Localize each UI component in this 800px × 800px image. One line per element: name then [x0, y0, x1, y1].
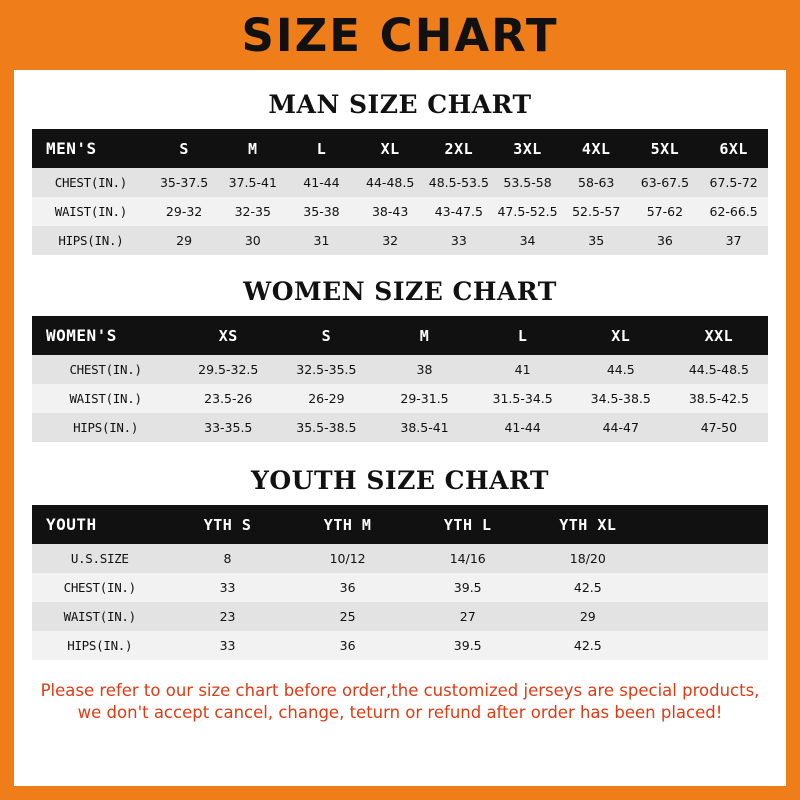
row-label: WAIST(IN.): [63, 609, 136, 624]
cell: 58-63: [578, 175, 615, 190]
cell: 26-29: [308, 391, 345, 406]
cell: 25: [339, 609, 356, 624]
column-header: 3XL: [513, 139, 542, 158]
table-row: [32, 168, 768, 197]
cell: 31: [313, 233, 330, 248]
cell: 52.5-57: [572, 204, 621, 219]
column-header-empty: [648, 505, 768, 544]
table-header-row: [32, 316, 768, 355]
cell: 36: [339, 638, 356, 653]
cell: 48.5-53.5: [428, 175, 489, 190]
cell: 18/20: [569, 551, 606, 566]
cell: 36: [339, 580, 356, 595]
cell: 29: [176, 233, 193, 248]
cell: 42.5: [573, 580, 602, 595]
cell: 33: [219, 638, 236, 653]
row-label: HIPS(IN.): [67, 638, 133, 653]
cell: 41: [514, 362, 531, 377]
cell: 44-48.5: [366, 175, 415, 190]
row-label: U.S.SIZE: [70, 551, 129, 566]
cell: 35: [588, 233, 605, 248]
cell: 10/12: [329, 551, 366, 566]
column-header: XL: [611, 326, 631, 345]
cell: 37: [725, 233, 742, 248]
cell: 38-43: [371, 204, 409, 219]
column-header: 6XL: [719, 139, 748, 158]
cell: 34: [519, 233, 536, 248]
row-label: CHEST(IN.): [69, 362, 142, 377]
cell: 43-47.5: [434, 204, 483, 219]
section-title-youth: YOUTH SIZE CHART: [251, 466, 549, 495]
cell: 33: [450, 233, 467, 248]
cell: 39.5: [453, 638, 482, 653]
column-header: M: [248, 139, 258, 158]
cell: 32.5-35.5: [296, 362, 357, 377]
cell: 34.5-38.5: [590, 391, 651, 406]
table-row: [32, 197, 768, 226]
column-header: S: [179, 139, 189, 158]
table-row: [32, 413, 768, 442]
cell: 38: [416, 362, 433, 377]
cell: 23: [219, 609, 236, 624]
cell: 29: [579, 609, 596, 624]
women-size-table: [32, 316, 768, 442]
cell: 47.5-52.5: [497, 204, 558, 219]
cell: 63-67.5: [640, 175, 690, 190]
column-header: YTH M: [323, 515, 372, 534]
cell-empty: [648, 573, 768, 602]
cell: 41-44: [303, 175, 340, 190]
cell: 23.5-26: [204, 391, 253, 406]
cell: 37.5-41: [228, 175, 277, 190]
column-header: M: [419, 326, 430, 345]
row-label: HIPS(IN.): [73, 420, 139, 435]
cell: 8: [223, 551, 232, 566]
men-size-table: [32, 129, 768, 255]
cell: 38.5-42.5: [688, 391, 749, 406]
cell: 32: [382, 233, 399, 248]
row-label: HIPS(IN.): [58, 233, 124, 248]
row-label: CHEST(IN.): [63, 580, 136, 595]
cell: 35-38: [303, 204, 340, 219]
cell: 35-37.5: [159, 175, 209, 190]
cell: 41-44: [504, 420, 541, 435]
bottom-accent-bar: [0, 786, 800, 800]
cell: 29.5-32.5: [198, 362, 259, 377]
table-header-row: [32, 129, 768, 168]
content-area: [14, 90, 786, 725]
table-row: [32, 573, 768, 602]
footer-note-line2: we don't accept cancel, change, teturn or refund after order has been placed!: [77, 703, 723, 723]
cell-empty: [648, 544, 768, 573]
cell: 33: [219, 580, 236, 595]
column-header: L: [517, 326, 528, 345]
table-row: [32, 544, 768, 573]
cell: 53.5-58: [503, 175, 552, 190]
cell: 29-31.5: [400, 391, 449, 406]
cell: 29-32: [165, 204, 203, 219]
table-row: [32, 355, 768, 384]
header-banner: [0, 0, 800, 70]
column-header: WOMEN'S: [46, 326, 117, 345]
footer-note-line1: Please refer to our size chart before order,the customized jerseys are special products,: [40, 681, 760, 700]
column-header: 2XL: [444, 139, 474, 158]
column-header: YTH S: [203, 515, 252, 534]
column-header: YTH L: [443, 515, 492, 534]
cell: 30: [244, 233, 261, 248]
row-label: WAIST(IN.): [69, 391, 142, 406]
table-header-row: [32, 505, 768, 544]
cell: 38.5-41: [400, 420, 449, 435]
column-header: XXL: [704, 326, 734, 345]
column-header: L: [316, 139, 327, 158]
cell: 42.5: [573, 638, 602, 653]
column-header: MEN'S: [46, 139, 97, 158]
column-header: S: [321, 326, 332, 345]
column-header: XL: [380, 139, 400, 158]
cell: 67.5-72: [709, 175, 758, 190]
cell-empty: [648, 602, 768, 631]
youth-size-table: [32, 505, 768, 660]
column-header: 4XL: [581, 139, 611, 158]
cell: 14/16: [449, 551, 486, 566]
cell: 57-62: [646, 204, 684, 219]
cell-empty: [648, 631, 768, 660]
page-title: SIZE CHART: [241, 8, 559, 62]
footer-note: [32, 680, 768, 725]
cell: 27: [459, 609, 476, 624]
column-header: XS: [218, 326, 238, 345]
table-row: [32, 384, 768, 413]
row-label: WAIST(IN.): [54, 204, 127, 219]
column-header: YTH XL: [559, 515, 617, 534]
section-title-women: WOMEN SIZE CHART: [243, 277, 557, 306]
cell: 33-35.5: [204, 420, 253, 435]
cell: 47-50: [700, 420, 738, 435]
table-row: [32, 631, 768, 660]
row-label: CHEST(IN.): [54, 175, 127, 190]
cell: 32-35: [234, 204, 271, 219]
cell: 39.5: [453, 580, 482, 595]
cell: 44-47: [602, 420, 639, 435]
cell: 31.5-34.5: [492, 391, 553, 406]
table-row: [32, 226, 768, 255]
section-title-man: MAN SIZE CHART: [268, 90, 532, 119]
cell: 44.5: [606, 362, 635, 377]
cell: 35.5-38.5: [296, 420, 357, 435]
column-header: 5XL: [650, 139, 680, 158]
cell: 44.5-48.5: [688, 362, 749, 377]
table-row: [32, 602, 768, 631]
cell: 62-66.5: [709, 204, 758, 219]
column-header: YOUTH: [46, 515, 97, 534]
cell: 36: [656, 233, 673, 248]
